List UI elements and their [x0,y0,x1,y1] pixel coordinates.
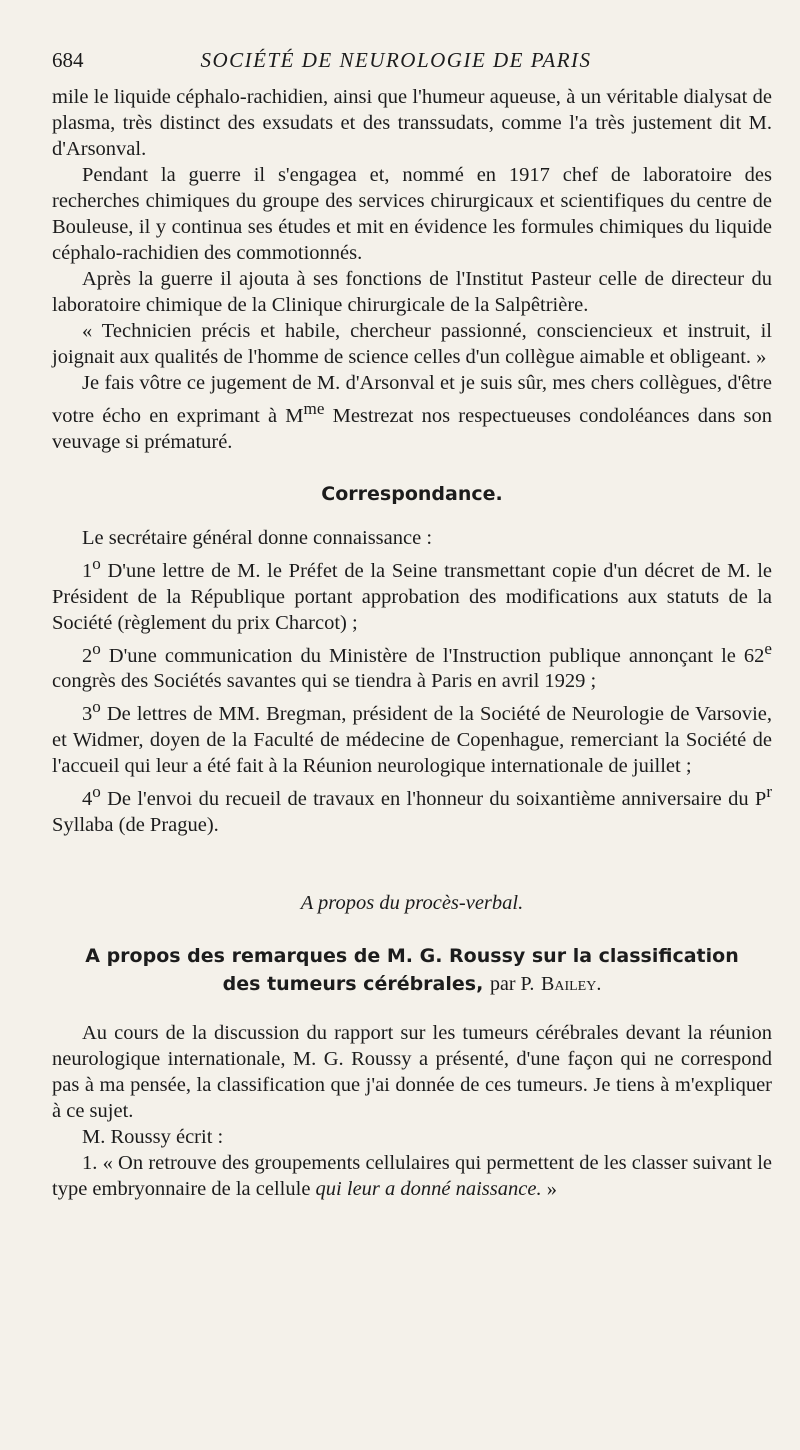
running-header [52,48,740,78]
text-run: Syllaba (de Prague). [52,814,219,837]
superscript: r [766,782,772,802]
text-run: D'une communication du Ministère de l'Instruction publique annonçant le 62 [100,644,765,667]
superscript: o [92,638,101,658]
text-run: Je fais vôtre ce jugement de M. d'Arsonval et je suis sûr, mes chers collègues, d'être votre écho en exprimant à M [52,372,772,427]
byline: par P. [489,973,535,996]
italic-text: qui leur a donné naissance. [315,1178,542,1201]
superscript: me [303,399,325,418]
paragraph: Au cours de la discussion du rapport sur les tumeurs cérébrales devant la réunion neurologique internationale, M. G. Roussy a présenté, d'une façon qui ne correspond pas à ma pensée, la classification que j'ai donnée de ces tumeurs. Je tiens à m'expliquer à ce sujet. [52,1022,772,1123]
page-body [52,84,772,1202]
list-item [52,779,772,838]
superscript: o [92,553,101,573]
paragraph: Après la guerre il ajouta à ses fonctions de l'Institut Pasteur celle de directeur du laboratoire chimique de la Clinique chirurgicale de la Salpêtrière. [52,268,772,316]
item-number: 2 [82,644,93,667]
article-title-line [52,970,772,998]
paragraph: « Technicien précis et habile, chercheur passionné, consciencieux et instruit, il joignait aux qualités de l'homme de science celles d'un collègue aimable et obligeant. » [52,320,772,368]
superscript: o [92,782,101,802]
text-run: congrès des Sociétés savantes qui se tiendra à Paris en avril 1929 ; [52,670,597,693]
text-run: De lettres de MM. Bregman, président de la Société de Neurologie de Varsovie, et Widmer, doyen de la Faculté de médecine de Copenhague, remerciant la Société de l'accueil qui leur a été fait à la Réunion neurologique internationale de juillet ; [52,703,772,778]
text-run: De l'envoi du recueil de travaux en l'honneur du soixantième anniversaire du P [100,788,767,811]
paragraph: M. Roussy écrit : [82,1126,224,1149]
item-number: 1 [82,559,93,582]
paragraph: Pendant la guerre il s'engagea et, nommé en 1917 chef de laboratoire des recherches chimiques du groupe des services chirurgicaux et scientifiques du centre de Bouleuse, il y continua ses études et mit en évidence les formules chimiques du liquide céphalo-rachidien des commotionnés. [52,164,772,264]
item-number: 3 [82,703,93,726]
list-item [52,694,772,779]
article-title [52,942,772,998]
list-item [52,551,772,636]
subsection-title: A propos du procès-verbal. [300,892,524,915]
paragraph: mile le liquide céphalo-rachidien, ainsi que l'humeur aqueuse, à un véritable dialysat de plasma, très distinct des exsudats et des transsudats, comme l'a très justement dit M. d'Arsonval. [52,86,772,160]
section-title: Correspondance. [321,482,503,505]
article-title-line: A propos des remarques de M. G. Roussy sur la classification [85,945,739,968]
paragraph [52,370,772,455]
superscript: o [92,697,101,717]
text-run: » [541,1178,557,1201]
article-title-text: des tumeurs cérébrales, [222,973,484,996]
paragraph: Le secrétaire général donne connaissance : [82,526,433,549]
superscript: e [764,638,772,658]
text-run: 1. « On retrouve des groupements cellulaires qui permettent de les classer suivant le type embryonnaire de la cellule [52,1152,772,1201]
list-item [52,636,772,695]
author-name: Bailey. [541,973,602,996]
item-number: 4 [82,788,93,811]
text-run: Mestrezat nos respectueuses condoléances dans son veuvage si prématuré. [52,404,773,453]
paragraph [52,1150,772,1202]
page-number: 684 [52,48,84,72]
running-title: SOCIÉTÉ DE NEUROLOGIE DE PARIS [200,48,592,72]
text-run: D'une lettre de M. le Préfet de la Seine transmettant copie d'un décret de M. le Président de la République portant approbation des modifications aux statuts de la Société (règlement du prix Charcot) ; [52,559,772,634]
